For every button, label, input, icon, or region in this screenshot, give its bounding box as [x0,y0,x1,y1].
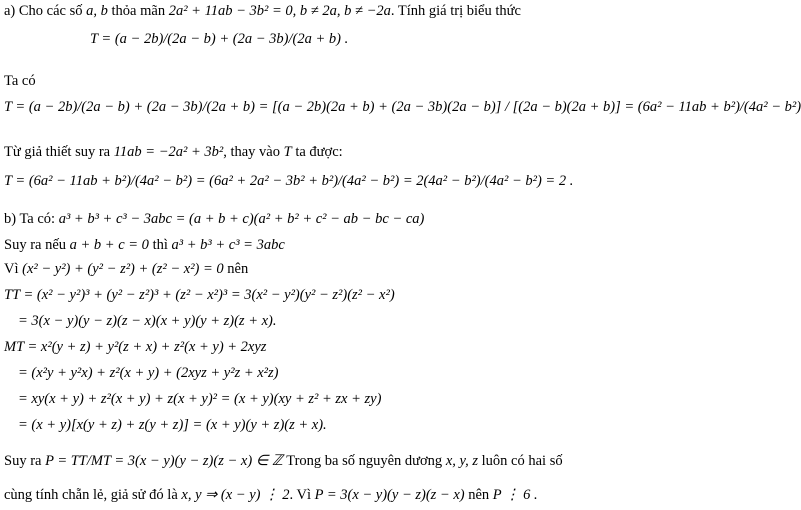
T-result-formula: T = (6a² − 11ab + b²)/(4a² − b²) = (6a² + 2a² − 3b² + b²)/(4a² − b²) = 2(4a² − b²)/(4a² − b²) = 2 . [4,173,574,189]
mt-line-2 [18,364,279,382]
p-end: luôn có hai số [481,453,563,469]
mt-formula-1: MT = x²(y + z) + y²(z + x) + z²(x + y) + 2xyz [4,339,267,355]
derive-pre: Từ giả thiết suy ra [4,144,111,160]
vi-end: nên [227,261,249,277]
p-post: Trong ba số nguyên dương [286,453,443,469]
T-expansion-formula: T = (a − 2b)/(2a − b) + (2a − 3b)/(2a + b) = [(a − 2b)(2a + b) + (2a − 3b)(2a − b)] / [(2a − b)(2a + b)] = (6a² − 11ab + b²)/(4a² − b²) [4,99,801,115]
T-definition [90,30,348,48]
last-mid: . Vì [289,487,311,503]
problem-b-intro: b) Ta có: [4,211,56,227]
p-vars: x, y, z [445,453,479,469]
derive-mid: , thay vào [223,144,280,160]
vi-line [4,260,248,278]
identity-formula: a³ + b³ + c³ − 3abc = (a + b + c)(a² + b² + c² − ab − bc − ca) [58,211,425,227]
p-line [4,452,563,470]
last-pre: cùng tính chẵn lẻ, giả sử đó là [4,487,178,503]
mt-line-1 [4,338,266,356]
mt-formula-4: = (x + y)[x(y + z) + z(y + z)] = (x + y)(y + z)(z + x). [18,417,327,433]
problem-b-identity [4,210,424,228]
mt-line-4 [18,416,327,434]
if-line [4,236,285,254]
p-pre: Suy ra [4,453,42,469]
derive-end: ta được: [295,144,343,160]
vi-eq: (x² − y²) + (y² − z²) + (z² − x²) = 0 [22,261,224,277]
T-definition-formula: T = (a − 2b)/(2a − b) + (2a − 3b)/(2a + b) . [90,31,349,47]
derive-T: T [283,144,292,160]
problem-a-mid: thỏa mãn [111,3,166,19]
mt-line-3 [18,390,381,408]
problem-a-statement [4,2,521,20]
vi-pre: Vì [4,261,19,277]
mt-formula-3: = xy(x + y) + z²(x + y) + z(x + y)² = (x + y)(xy + z² + zx + zy) [18,391,382,407]
last-eq: x, y ⇒ (x − y) ⋮ 2 [181,487,290,503]
problem-a-vars: a, b [86,3,108,19]
problem-a-condition: 2a² + 11ab − 3b² = 0, b ≠ 2a, b ≠ −2a [168,3,391,19]
last-end: nên [468,487,490,503]
p-eq: P = TT/MT = 3(x − y)(y − z)(z − x) ∈ ℤ [45,453,283,469]
derive-eq: 11ab = −2a² + 3b² [113,144,224,160]
T-expansion [4,98,801,116]
last-res: P ⋮ 6 . [492,487,538,503]
if-then: thì [152,237,168,253]
ta-co: Ta có [4,73,36,89]
mt-formula-2: = (x²y + y²x) + z²(x + y) + (2xyz + y²z + x²z) [18,365,279,381]
if-res: a³ + b³ + c³ = 3abc [171,237,285,253]
tt-formula-2: = 3(x − y)(y − z)(z − x)(x + y)(y + z)(z + x). [18,313,277,329]
derive-line [4,143,343,161]
tt-formula-1: TT = (x² − y²)³ + (y² − z²)³ + (z² − x²)³ = 3(x² − y²)(y² − z²)(z² − x²) [4,287,395,303]
if-pre: Suy ra nếu [4,237,67,253]
last-P: P = 3(x − y)(y − z)(z − x) [314,487,465,503]
problem-a-end: . Tính giá trị biểu thức [390,3,521,19]
tt-line-1 [4,286,395,304]
problem-a-label: a) Cho các số [4,3,83,19]
last-line [4,486,538,504]
if-cond: a + b + c = 0 [69,237,149,253]
tt-line-2 [18,312,277,330]
T-result [4,172,573,190]
